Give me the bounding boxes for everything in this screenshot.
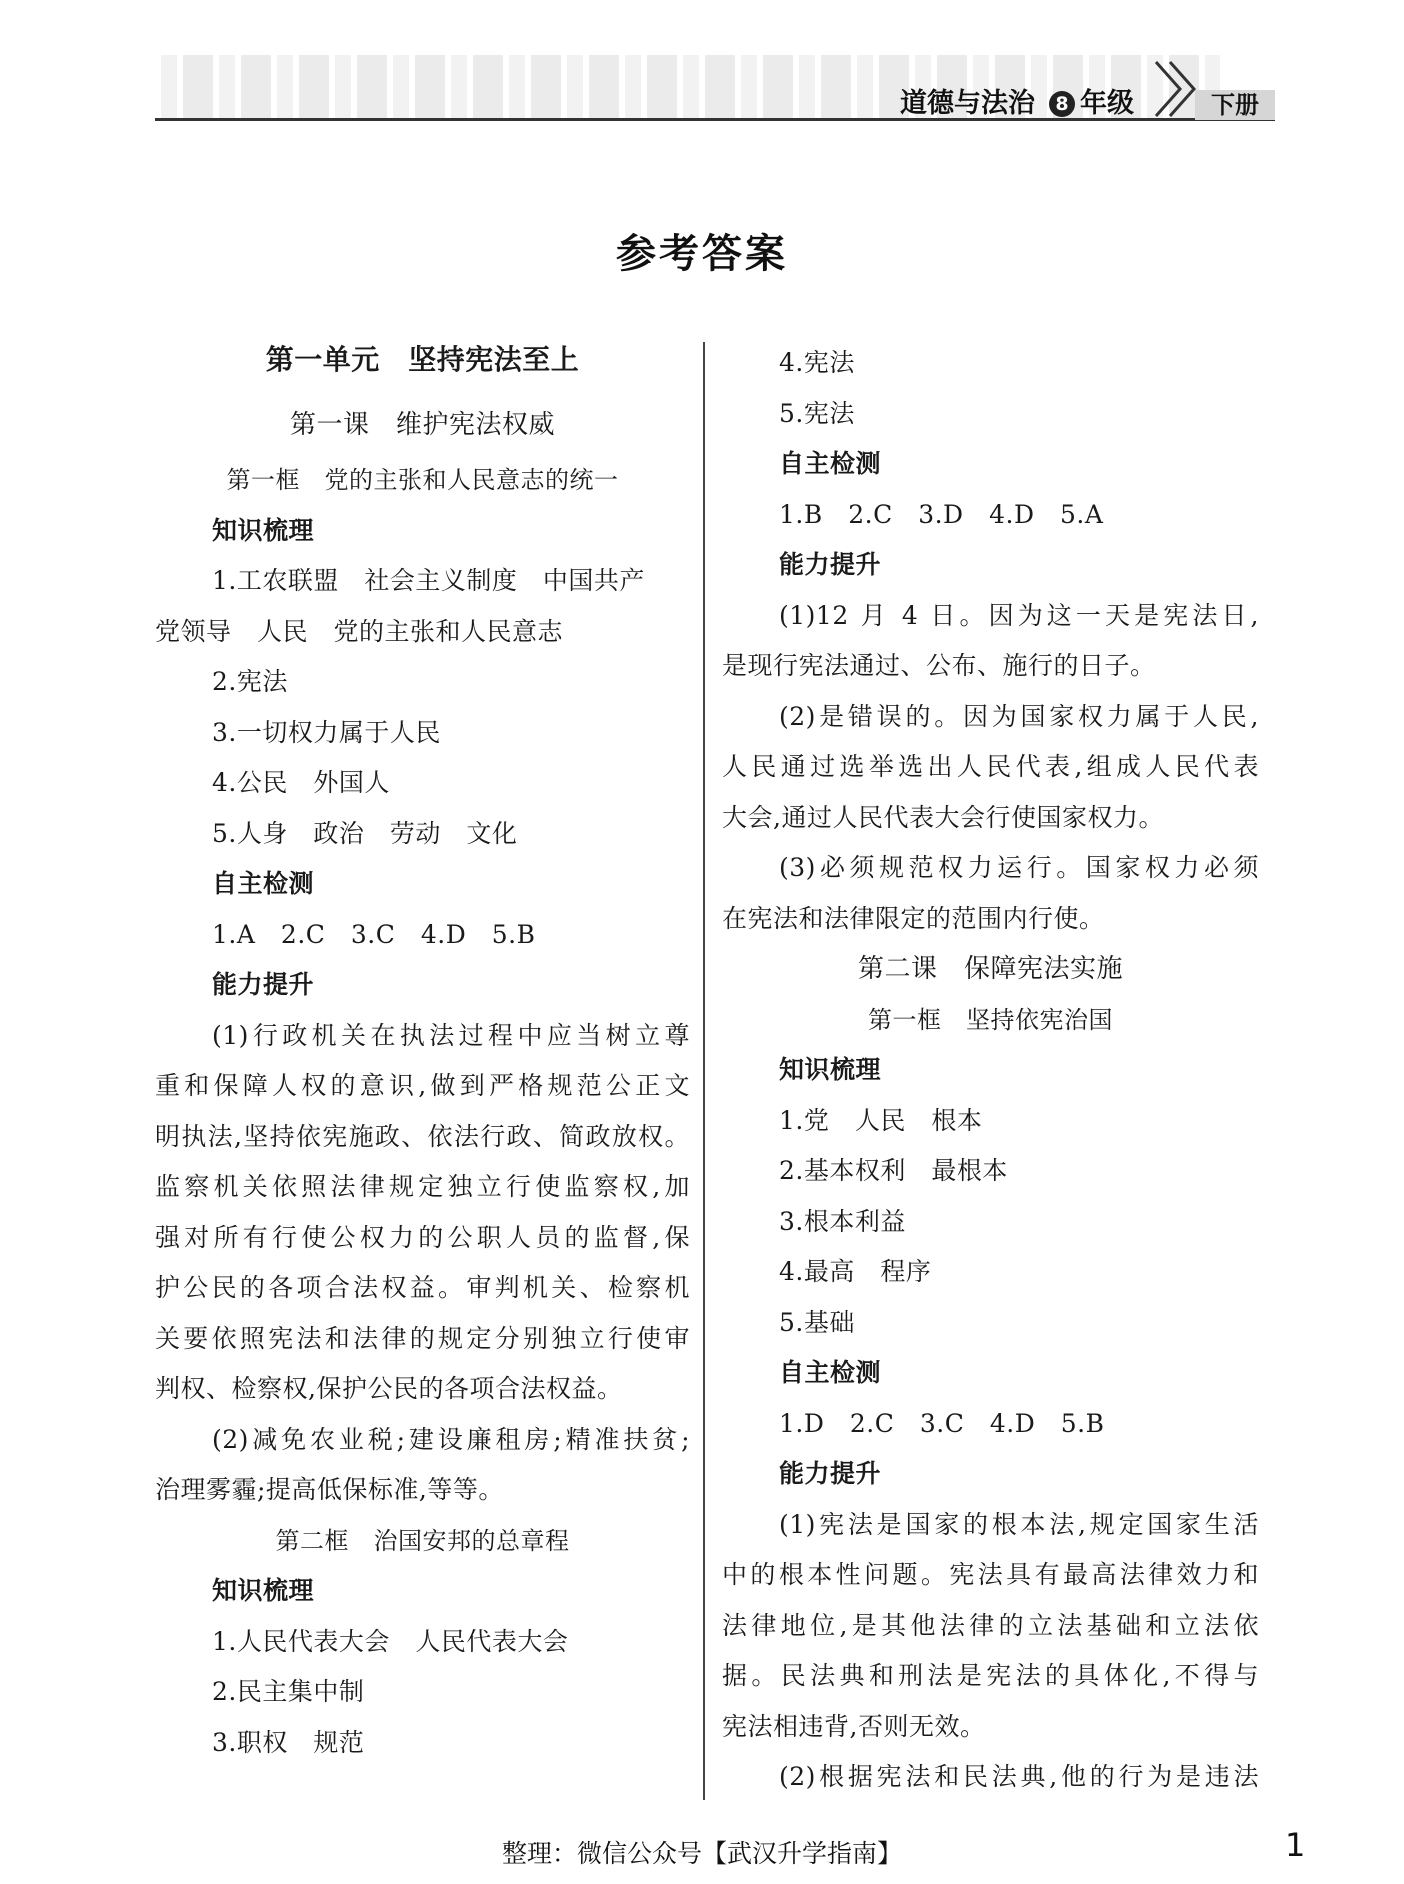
section-heading: 能力提升 — [779, 1459, 882, 1488]
header-grade: 年级 — [1080, 88, 1134, 119]
answer-line: 明执法,坚持依宪施政、依法行政、简政放权。 — [155, 1121, 690, 1151]
page-number: 1 — [1285, 1826, 1306, 1864]
answer-line: 3.职权 规范 — [212, 1727, 365, 1757]
right-column — [722, 338, 1259, 1803]
answer-line: (1)12 月 4 日。因为这一天是宪法日, — [779, 600, 1259, 630]
answer-line: 2.基本权利 最根本 — [779, 1156, 1008, 1185]
section-heading: 知识梳理 — [212, 515, 315, 545]
footer-credit: 整理：微信公众号【武汉升学指南】 — [501, 1839, 902, 1868]
section-heading: 能力提升 — [779, 550, 882, 579]
answer-line: 5.基础 — [779, 1307, 855, 1337]
answer-line: 3.根本利益 — [779, 1206, 906, 1236]
section-heading: 能力提升 — [212, 970, 315, 999]
section-heading: 自主检测 — [779, 449, 882, 478]
section-heading: 知识梳理 — [212, 1576, 315, 1605]
answer-line: 2.宪法 — [212, 667, 288, 696]
answer-line: (2)根据宪法和民法典,他的行为是违法 — [779, 1762, 1259, 1791]
answer-line: 1.党 人民 根本 — [779, 1105, 983, 1135]
column-divider — [703, 342, 705, 1800]
answer-line: 中的根本性问题。宪法具有最高法律效力和 — [722, 1560, 1259, 1589]
grade-badge: 8 — [1049, 91, 1075, 117]
answer-line: 4.最高 程序 — [779, 1257, 932, 1286]
answer-line: 大会,通过人民代表大会行使国家权力。 — [722, 802, 1164, 832]
answer-line: 4.公民 外国人 — [212, 768, 390, 797]
section-heading: 自主检测 — [212, 869, 315, 898]
answer-line: 1.人民代表大会 人民代表大会 — [212, 1626, 569, 1656]
answer-line: 治理雾霾;提高低保标准,等等。 — [155, 1475, 504, 1504]
answer-line: (3)必须规范权力运行。国家权力必须 — [779, 853, 1259, 882]
answer-line: 1.D 2.C 3.C 4.D 5.B — [779, 1408, 1105, 1438]
answer-line: (2)减免农业税;建设廉租房;精准扶贫; — [212, 1424, 690, 1454]
answer-line: 党领导 人民 党的主张和人民意志 — [155, 616, 564, 646]
answer-line: 是现行宪法通过、公布、施行的日子。 — [722, 651, 1156, 680]
left-column — [155, 325, 690, 1768]
answer-line: 强对所有行使公权力的公职人员的监督,保 — [155, 1222, 690, 1252]
frame-heading: 第一框 坚持依宪治国 — [868, 1005, 1113, 1034]
answer-line: 宪法相违背,否则无效。 — [722, 1711, 986, 1741]
answer-line: 护公民的各项合法权益。审判机关、检察机 — [155, 1273, 690, 1302]
answer-line: 1.B 2.C 3.D 4.D 5.A — [779, 499, 1104, 529]
answer-line: 1.工农联盟 社会主义制度 中国共产 — [212, 566, 645, 595]
answer-line: 4.宪法 — [779, 348, 855, 377]
header-subject: 道德与法治 — [900, 88, 1035, 119]
lesson-heading: 第一课 维护宪法权威 — [289, 410, 555, 440]
answer-line: 判权、检察权,保护公民的各项合法权益。 — [155, 1374, 623, 1403]
answer-line: 5.人身 政治 劳动 文化 — [212, 818, 518, 848]
answer-line: 5.宪法 — [779, 398, 855, 428]
page-title: 参考答案 — [616, 230, 788, 277]
volume-label: 下册 — [1195, 90, 1275, 120]
answer-line: 据。民法典和刑法是宪法的具体化,不得与 — [722, 1661, 1259, 1690]
answer-line: 重和保障人权的意识,做到严格规范公正文 — [155, 1071, 690, 1100]
answer-line: (1)宪法是国家的根本法,规定国家生活 — [779, 1509, 1259, 1539]
frame-heading: 第一框 党的主张和人民意志的统一 — [226, 466, 619, 494]
answer-line: 关要依照宪法和法律的规定分别独立行使审 — [155, 1323, 690, 1353]
answer-line: 监察机关依照法律规定独立行使监察权,加 — [155, 1172, 690, 1201]
answer-line: 在宪法和法律限定的范围内行使。 — [722, 903, 1105, 933]
frame-heading: 第二框 治国安邦的总章程 — [275, 1526, 570, 1555]
answer-line: 法律地位,是其他法律的立法基础和立法依 — [722, 1610, 1259, 1640]
answer-line: 1.A 2.C 3.C 4.D 5.B — [212, 919, 536, 949]
answer-line: 人民通过选举选出人民代表,组成人民代表 — [722, 752, 1259, 781]
unit-heading: 第一单元 坚持宪法至上 — [265, 343, 580, 376]
answer-line: 3.一切权力属于人民 — [212, 717, 441, 747]
answer-line: (2)是错误的。因为国家权力属于人民, — [779, 701, 1259, 731]
section-heading: 自主检测 — [779, 1358, 882, 1387]
lesson-heading: 第二课 保障宪法实施 — [857, 954, 1123, 984]
section-heading: 知识梳理 — [779, 1055, 882, 1084]
answer-line: (1)行政机关在执法过程中应当树立尊 — [212, 1020, 690, 1050]
answer-line: 2.民主集中制 — [212, 1677, 365, 1706]
